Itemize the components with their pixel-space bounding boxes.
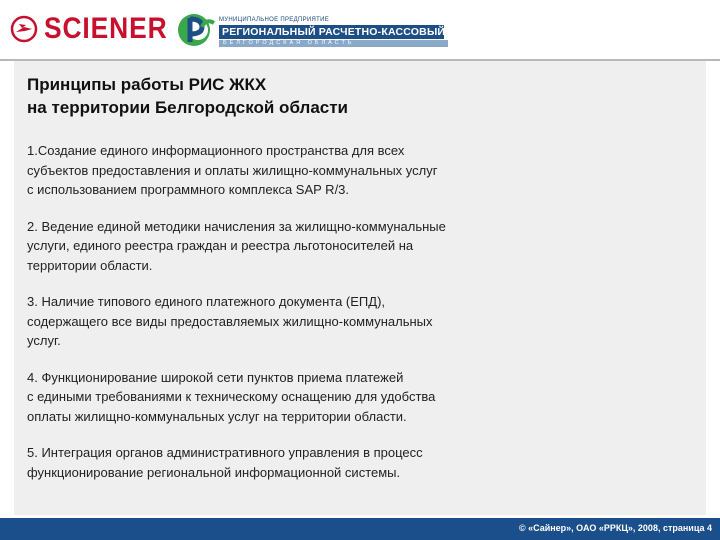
principle-line: субъектов предоставления и оплаты жилищно-коммунальных услуг [27, 162, 438, 178]
rrkc-emblem-icon [176, 10, 218, 50]
sciener-logo-text: SCIENER [44, 12, 168, 45]
principle-item [27, 443, 587, 482]
principle-line: функционирование региональной информационной системы. [27, 464, 401, 480]
principle-line: содержащего все виды предоставляемых жилищно-коммунальных [27, 313, 433, 329]
principle-line: с едиными требованиями к техническому оснащению для удобства [27, 389, 436, 404]
rrkc-logo-line2: РЕГИОНАЛЬНЫЙ РАСЧЕТНО-КАССОВЫЙ ЦЕНТР [219, 25, 444, 39]
footer-copyright: © «Сайнер», ОАО «РРКЦ», 2008, страница 4 [518, 523, 712, 533]
footer-bar [0, 518, 720, 540]
rrkc-logo-line1: МУНИЦИПАЛЬНОЕ ПРЕДПРИЯТИЕ [219, 17, 330, 23]
principles-list [27, 141, 587, 499]
rrkc-logo [176, 10, 485, 55]
principle-line: услуг. [27, 333, 61, 348]
principle-line: услуги, единого реестра граждан и реестра льготоносителей на [27, 238, 414, 253]
principle-line: с использованием программного комплекса SAP R/3. [27, 182, 350, 197]
principle-line: 1.Создание единого информационного пространства для всех [27, 143, 405, 158]
principle-line: оплаты жилищно-коммунальных услуг на территории области. [27, 408, 407, 424]
principle-line: 4. Функционирование широкой сети пунктов приема платежей [27, 369, 404, 385]
principle-item [27, 217, 587, 276]
slide-title-line: Принципы работы РИС ЖКХ [27, 75, 267, 94]
principle-item [27, 368, 587, 427]
principle-item [27, 141, 587, 200]
principle-line: 2. Ведение единой методики начисления за жилищно-коммунальные [27, 218, 446, 234]
sciener-logo [10, 12, 184, 46]
principle-line: 3. Наличие типового единого платежного документа (ЕПД), [27, 294, 386, 309]
header [0, 0, 720, 60]
principle-line: территории области. [27, 257, 153, 273]
sciener-emblem-icon [10, 15, 38, 43]
slide-title-line: на территории Белгородской области [27, 98, 349, 117]
slide-title [27, 73, 348, 119]
slide-content [14, 61, 706, 515]
rrkc-logo-line3: БЕЛГОРОДСКАЯ ОБЛАСТЬ [219, 40, 448, 47]
principle-item [27, 292, 587, 351]
principle-line: 5. Интеграция органов административного управления в процесс [27, 445, 423, 460]
